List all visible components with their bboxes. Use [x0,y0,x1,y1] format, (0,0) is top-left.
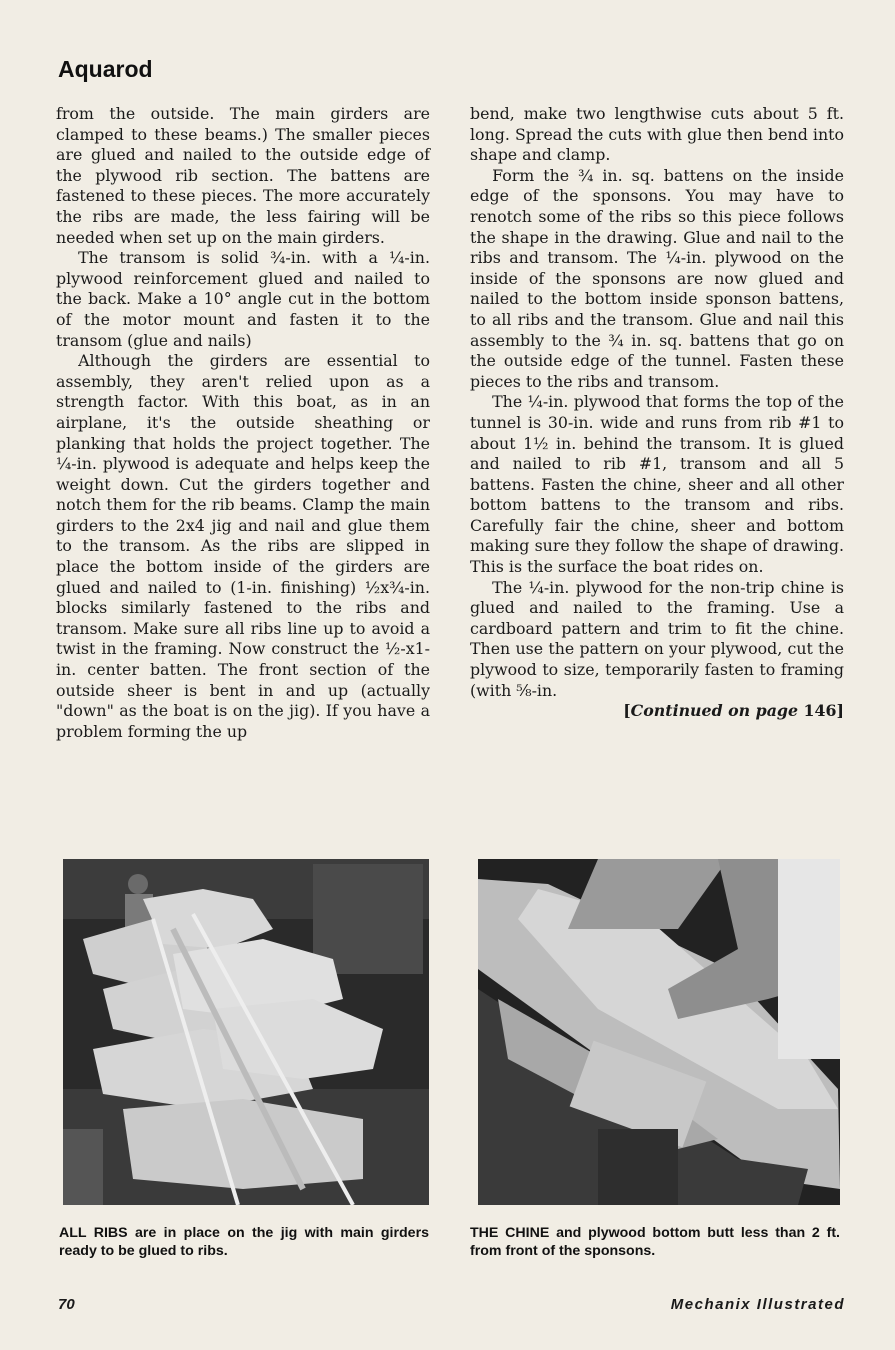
paragraph: bend, make two lengthwise cuts about 5 ft. long. Spread the cuts with glue then bend into shape and clamp. [470,104,844,165]
article-title: Aquarod [58,56,153,82]
right-text-column [470,104,844,722]
continued-note: [Continued on page 146] [623,701,844,721]
photo-caption-left: ALL RIBS are in place on the jig with main girders ready to be glued to ribs. [59,1225,429,1259]
paragraph: The ¼-in. plywood that forms the top of the tunnel is 30-in. wide and runs from rib #1 to about 1½ in. behind the transom. It is glued and nailed to rib #1, transom and all 5 battens. Fasten the chine, sheer and all other bottom battens to the transom and ribs. Carefully fair the chine, sheer and bottom making sure they follow the shape of drawing. This is the surface the boat rides on. [470,392,844,577]
paragraph: Form the ¾ in. sq. battens on the inside edge of the sponsons. You may have to renotch some of the ribs so this piece follows the shape in the drawing. Glue and nail to the ribs and transom. The ¼-in. plywood on the inside of the sponsons are now glued and nailed to the bottom inside sponson battens, to all ribs and the transom. Glue and nail this assembly to the ¾ in. sq. battens that go on the outside edge of the tunnel. Fasten these pieces to the ribs and transom. [470,165,844,391]
left-text-column [56,104,430,742]
photo-caption-right: THE CHINE and plywood bottom butt less than 2 ft. from front of the sponsons. [470,1225,840,1259]
paragraph: from the outside. The main girders are clamped to these beams.) The smaller pieces are glued and nailed to the outside edge of the plywood rib section. The battens are fastened to these pieces. The more accurately the ribs are made, the less fairing will be needed when set up on the main girders. [56,104,430,247]
page-number: 70 [58,1296,75,1313]
photo-chine-plywood [478,859,840,1205]
paragraph: Although the girders are essential to assembly, they aren't relied upon as a strength factor. With this boat, as in an airplane, it's the outside sheathing or planking that holds the project together. The ¼-in. plywood is adequate and helps keep the weight down. Cut the girders together and notch them for the rib beams. Clamp the main girders to the 2x4 jig and nail and glue them to the transom. As the ribs are slipped in place the bottom inside of the girders are glued and nailed to (1-in. finishing) ½x¾-in. blocks similarly fastened to the ribs and transom. Make sure all ribs line up to avoid a twist in the framing. Now construct the ½-x1-in. center batten. The front section of the outside sheer is bent in and up (actually "down" as the boat is on the jig). If you have a problem forming the up [56,351,430,741]
paragraph: The transom is solid ¾-in. with a ¼-in. plywood reinforcement glued and nailed to the back. Make a 10° angle cut in the bottom of the motor mount and fasten it to the transom (glue and nails) [56,248,430,350]
photo-ribs-on-jig [63,859,429,1205]
paragraph: The ¼-in. plywood for the non-trip chine is glued and nailed to the framing. Use a cardboard pattern and trim to fit the chine. Then use the pattern on your plywood, cut the plywood to size, temporarily fasten to framing (with ⅝-in. [470,577,844,700]
magazine-name: Mechanix Illustrated [670,1296,845,1313]
